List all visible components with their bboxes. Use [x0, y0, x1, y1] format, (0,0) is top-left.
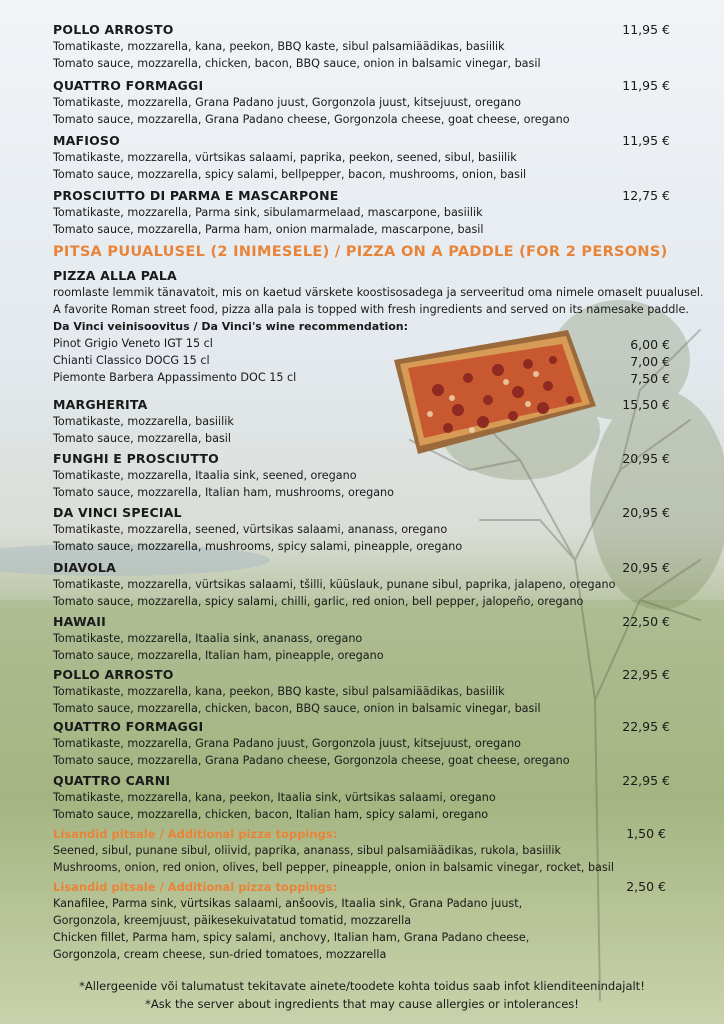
item-desc-et: Tomatikaste, mozzarella, Grana Padano juust, Gorgonzola juust, kitsejuust, oregano: [53, 737, 522, 750]
toppings-block: [53, 879, 673, 963]
item-desc-et: Tomatikaste, mozzarella, vürtsikas salaami, paprika, peekon, seened, sibul, basiilik: [53, 151, 517, 164]
item-desc-en: Tomato sauce, mozzarella, Grana Padano cheese, Gorgonzola cheese, goat cheese, oregano: [53, 754, 570, 767]
item-desc-et: Tomatikaste, mozzarella, Itaalia sink, ananass, oregano: [53, 632, 363, 645]
allergy-note-en: *Ask the server about ingredients that may cause allergies or intolerances!: [145, 997, 579, 1011]
item-desc-et: Tomatikaste, mozzarella, kana, peekon, BBQ kaste, sibul palsamiäädikas, basiilik: [53, 685, 505, 698]
item-desc-en: Tomato sauce, mozzarella, mushrooms, spicy salami, pineapple, oregano: [53, 540, 463, 553]
item-desc-et: Tomatikaste, mozzarella, Grana Padano juust, Gorgonzola juust, kitsejuust, oregano: [53, 96, 522, 109]
allergy-note-et: *Allergeenide või talumatust tekitavate ainete/toodete kohta toidus saab infot klienditeenindajalt!: [79, 979, 645, 993]
item-name: QUATTRO CARNI: [53, 773, 171, 788]
wine-price: 7,00 €: [630, 354, 670, 369]
item-price: 11,95 €: [622, 22, 670, 37]
item-desc-en: Tomato sauce, mozzarella, Grana Padano cheese, Gorgonzola cheese, goat cheese, oregano: [53, 113, 570, 126]
item-price: 12,75 €: [622, 188, 670, 203]
item-name: POLLO ARROSTO: [53, 667, 174, 682]
item-desc-en: Tomato sauce, mozzarella, Parma ham, onion marmalade, mascarpone, basil: [53, 223, 484, 236]
item-price: 11,95 €: [622, 133, 670, 148]
item-price: 22,95 €: [622, 773, 670, 788]
item-name: POLLO ARROSTO: [53, 22, 174, 37]
toppings-title: Lisandid pitsale / Additional pizza toppings:: [53, 880, 338, 894]
toppings-line: Mushrooms, onion, red onion, olives, bell pepper, pineapple, onion in balsamic vinegar, rocket, basil: [53, 861, 614, 874]
menu-item: [53, 133, 673, 183]
item-name: DIAVOLA: [53, 560, 116, 575]
item-name: MARGHERITA: [53, 397, 148, 412]
item-price: 22,50 €: [622, 614, 670, 629]
item-name: FUNGHI E PROSCIUTTO: [53, 451, 219, 466]
wine-name: Piemonte Barbera Appassimento DOC 15 cl: [53, 371, 297, 384]
item-price: 20,95 €: [622, 451, 670, 466]
menu-item: [53, 188, 673, 238]
item-desc-en: Tomato sauce, mozzarella, Italian ham, pineapple, oregano: [53, 649, 384, 662]
item-desc-et: Tomatikaste, mozzarella, vürtsikas salaami, tšilli, küüslauk, punane sibul, paprika, jalapeno, oregano: [53, 578, 616, 591]
wine-price: 6,00 €: [630, 337, 670, 352]
toppings-line: Gorgonzola, cream cheese, sun-dried tomatoes, mozzarella: [53, 948, 387, 961]
item-price: 22,95 €: [622, 667, 670, 682]
toppings-line: Seened, sibul, punane sibul, oliivid, paprika, ananass, sibul palsamiäädikas, rukola, basiilik: [53, 844, 562, 857]
menu-item: [53, 719, 673, 769]
item-desc-en: Tomato sauce, mozzarella, spicy salami, bellpepper, bacon, mushrooms, onion, basil: [53, 168, 527, 181]
menu-item: [53, 22, 673, 72]
toppings-line: Chicken fillet, Parma ham, spicy salami, anchovy, Italian ham, Grana Padano cheese,: [53, 931, 530, 944]
item-price: 15,50 €: [622, 397, 670, 412]
menu-item: [53, 78, 673, 128]
item-desc-et: Tomatikaste, mozzarella, basiilik: [53, 415, 234, 428]
menu-item: [53, 614, 673, 664]
item-name: QUATTRO FORMAGGI: [53, 719, 204, 734]
item-desc-et: roomlaste lemmik tänavatoit, mis on kaetud värskete koostisosadega ja serveeritud oma nimele omaselt puualusel.: [53, 286, 704, 299]
item-desc-et: Tomatikaste, mozzarella, kana, peekon, BBQ kaste, sibul palsamiäädikas, basiilik: [53, 40, 505, 53]
wine-price: 7,50 €: [630, 371, 670, 386]
item-price: 22,95 €: [622, 719, 670, 734]
menu-item: [53, 560, 673, 610]
item-desc-en: Tomato sauce, mozzarella, chicken, bacon, BBQ sauce, onion in balsamic vinegar, basil: [53, 702, 541, 715]
toppings-block: [53, 826, 673, 876]
wine-name: Chianti Classico DOCG 15 cl: [53, 354, 210, 367]
item-name: MAFIOSO: [53, 133, 120, 148]
item-desc-en: A favorite Roman street food, pizza alla pala is topped with fresh ingredients and served on its namesake paddle.: [53, 303, 689, 316]
toppings-price: 2,50 €: [626, 879, 666, 894]
menu-item: [53, 451, 673, 501]
item-name: DA VINCI SPECIAL: [53, 505, 182, 520]
item-desc-en: Tomato sauce, mozzarella, basil: [53, 432, 232, 445]
item-name: PIZZA ALLA PALA: [53, 268, 177, 283]
item-desc-en: Tomato sauce, mozzarella, Italian ham, mushrooms, oregano: [53, 486, 394, 499]
wine-title: Da Vinci veinisoovitus / Da Vinci's wine recommendation:: [53, 320, 409, 333]
wine-name: Pinot Grigio Veneto IGT 15 cl: [53, 337, 213, 350]
item-name: HAWAII: [53, 614, 106, 629]
item-desc-et: Tomatikaste, mozzarella, Parma sink, sibulamarmelaad, mascarpone, basiilik: [53, 206, 483, 219]
item-name: PROSCIUTTO DI PARMA E MASCARPONE: [53, 188, 339, 203]
toppings-title: Lisandid pitsale / Additional pizza toppings:: [53, 827, 338, 841]
toppings-price: 1,50 €: [626, 826, 666, 841]
menu-item: [53, 397, 673, 447]
toppings-line: Gorgonzola, kreemjuust, päikesekuivatatud tomatid, mozzarella: [53, 914, 412, 927]
item-desc-en: Tomato sauce, mozzarella, spicy salami, chilli, garlic, red onion, bell pepper, jalopeño, oregano: [53, 595, 584, 608]
menu-item: [53, 505, 673, 555]
item-price: 11,95 €: [622, 78, 670, 93]
item-name: QUATTRO FORMAGGI: [53, 78, 204, 93]
item-desc-en: Tomato sauce, mozzarella, chicken, bacon, Italian ham, spicy salami, oregano: [53, 808, 489, 821]
menu-item: [53, 667, 673, 717]
menu-item: [53, 773, 673, 823]
item-desc-et: Tomatikaste, mozzarella, kana, peekon, Itaalia sink, vürtsikas salaami, oregano: [53, 791, 496, 804]
item-desc-et: Tomatikaste, mozzarella, Itaalia sink, seened, oregano: [53, 469, 357, 482]
section-title: PITSA PUUALUSEL (2 INIMESELE) / PIZZA ON A PADDLE (FOR 2 PERSONS): [53, 244, 668, 260]
toppings-line: Kanafilee, Parma sink, vürtsikas salaami, anšoovis, Itaalia sink, Grana Padano juust,: [53, 897, 523, 910]
item-price: 20,95 €: [622, 505, 670, 520]
item-desc-et: Tomatikaste, mozzarella, seened, vürtsikas salaami, ananass, oregano: [53, 523, 448, 536]
item-desc-en: Tomato sauce, mozzarella, chicken, bacon, BBQ sauce, onion in balsamic vinegar, basil: [53, 57, 541, 70]
item-price: 20,95 €: [622, 560, 670, 575]
